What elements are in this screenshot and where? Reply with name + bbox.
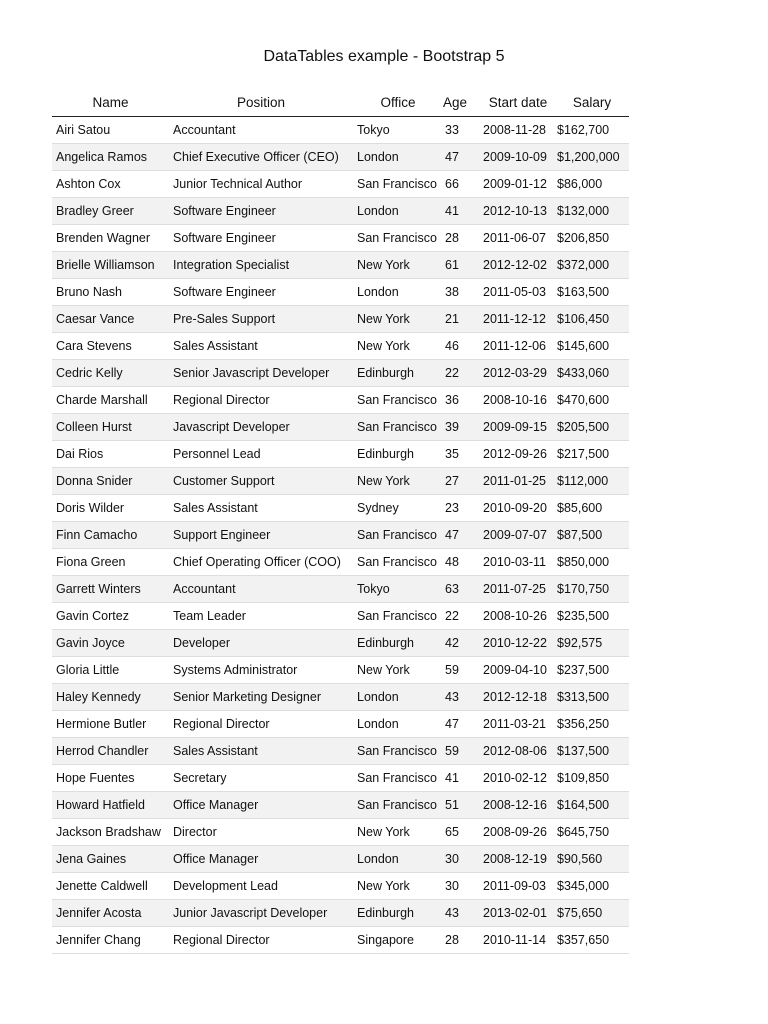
column-header-start-date[interactable]: Start date xyxy=(481,88,555,117)
cell-start-date: 2011-06-07 xyxy=(481,225,555,252)
cell-name: Angelica Ramos xyxy=(52,144,169,171)
cell-position: Accountant xyxy=(169,117,353,144)
cell-office: San Francisco xyxy=(353,522,443,549)
cell-salary: $106,450 xyxy=(555,306,629,333)
cell-start-date: 2012-08-06 xyxy=(481,738,555,765)
cell-salary: $92,575 xyxy=(555,630,629,657)
cell-position: Junior Technical Author xyxy=(169,171,353,198)
cell-start-date: 2011-12-06 xyxy=(481,333,555,360)
cell-age: 38 xyxy=(443,279,481,306)
cell-name: Jennifer Acosta xyxy=(52,900,169,927)
cell-office: San Francisco xyxy=(353,387,443,414)
cell-salary: $356,250 xyxy=(555,711,629,738)
cell-office: Edinburgh xyxy=(353,360,443,387)
cell-age: 36 xyxy=(443,387,481,414)
cell-age: 41 xyxy=(443,765,481,792)
cell-office: San Francisco xyxy=(353,765,443,792)
cell-salary: $372,000 xyxy=(555,252,629,279)
cell-name: Gavin Joyce xyxy=(52,630,169,657)
cell-office: New York xyxy=(353,819,443,846)
cell-age: 51 xyxy=(443,792,481,819)
cell-position: Sales Assistant xyxy=(169,333,353,360)
cell-age: 39 xyxy=(443,414,481,441)
table-row xyxy=(52,414,629,441)
cell-name: Brielle Williamson xyxy=(52,252,169,279)
cell-start-date: 2009-04-10 xyxy=(481,657,555,684)
cell-name: Colleen Hurst xyxy=(52,414,169,441)
table-row xyxy=(52,225,629,252)
table-row xyxy=(52,603,629,630)
cell-salary: $163,500 xyxy=(555,279,629,306)
cell-name: Garrett Winters xyxy=(52,576,169,603)
cell-age: 43 xyxy=(443,684,481,711)
cell-age: 41 xyxy=(443,198,481,225)
cell-position: Software Engineer xyxy=(169,279,353,306)
cell-start-date: 2009-01-12 xyxy=(481,171,555,198)
cell-salary: $206,850 xyxy=(555,225,629,252)
cell-start-date: 2012-09-26 xyxy=(481,441,555,468)
cell-office: San Francisco xyxy=(353,792,443,819)
cell-start-date: 2009-09-15 xyxy=(481,414,555,441)
cell-position: Secretary xyxy=(169,765,353,792)
cell-salary: $645,750 xyxy=(555,819,629,846)
cell-name: Caesar Vance xyxy=(52,306,169,333)
table-row xyxy=(52,765,629,792)
cell-name: Jena Gaines xyxy=(52,846,169,873)
cell-position: Office Manager xyxy=(169,846,353,873)
cell-start-date: 2011-03-21 xyxy=(481,711,555,738)
cell-office: New York xyxy=(353,657,443,684)
cell-name: Haley Kennedy xyxy=(52,684,169,711)
employee-table xyxy=(52,88,629,954)
cell-office: New York xyxy=(353,873,443,900)
cell-age: 65 xyxy=(443,819,481,846)
cell-age: 30 xyxy=(443,846,481,873)
cell-salary: $850,000 xyxy=(555,549,629,576)
cell-salary: $87,500 xyxy=(555,522,629,549)
cell-start-date: 2011-09-03 xyxy=(481,873,555,900)
cell-name: Bradley Greer xyxy=(52,198,169,225)
cell-position: Accountant xyxy=(169,576,353,603)
cell-age: 42 xyxy=(443,630,481,657)
table-row xyxy=(52,522,629,549)
cell-salary: $109,850 xyxy=(555,765,629,792)
cell-salary: $85,600 xyxy=(555,495,629,522)
table-row xyxy=(52,198,629,225)
cell-start-date: 2011-01-25 xyxy=(481,468,555,495)
cell-salary: $137,500 xyxy=(555,738,629,765)
cell-office: London xyxy=(353,144,443,171)
cell-position: Office Manager xyxy=(169,792,353,819)
cell-start-date: 2008-10-26 xyxy=(481,603,555,630)
cell-salary: $90,560 xyxy=(555,846,629,873)
cell-office: Tokyo xyxy=(353,117,443,144)
cell-office: New York xyxy=(353,333,443,360)
cell-name: Cedric Kelly xyxy=(52,360,169,387)
cell-name: Doris Wilder xyxy=(52,495,169,522)
cell-name: Herrod Chandler xyxy=(52,738,169,765)
cell-name: Ashton Cox xyxy=(52,171,169,198)
cell-start-date: 2009-10-09 xyxy=(481,144,555,171)
cell-position: Systems Administrator xyxy=(169,657,353,684)
cell-name: Jenette Caldwell xyxy=(52,873,169,900)
cell-position: Developer xyxy=(169,630,353,657)
cell-office: London xyxy=(353,279,443,306)
cell-position: Junior Javascript Developer xyxy=(169,900,353,927)
column-header-age[interactable]: Age xyxy=(443,88,481,117)
table-row xyxy=(52,279,629,306)
cell-position: Chief Operating Officer (COO) xyxy=(169,549,353,576)
cell-salary: $1,200,000 xyxy=(555,144,629,171)
cell-office: New York xyxy=(353,306,443,333)
cell-position: Customer Support xyxy=(169,468,353,495)
cell-name: Fiona Green xyxy=(52,549,169,576)
cell-name: Dai Rios xyxy=(52,441,169,468)
cell-office: San Francisco xyxy=(353,225,443,252)
table-row xyxy=(52,711,629,738)
table-row xyxy=(52,117,629,144)
cell-position: Personnel Lead xyxy=(169,441,353,468)
cell-age: 47 xyxy=(443,144,481,171)
cell-start-date: 2011-12-12 xyxy=(481,306,555,333)
cell-position: Pre-Sales Support xyxy=(169,306,353,333)
table-row xyxy=(52,387,629,414)
cell-age: 22 xyxy=(443,360,481,387)
table-header xyxy=(52,88,629,117)
cell-age: 43 xyxy=(443,900,481,927)
cell-position: Regional Director xyxy=(169,927,353,954)
cell-start-date: 2012-03-29 xyxy=(481,360,555,387)
cell-office: Edinburgh xyxy=(353,900,443,927)
table-row xyxy=(52,684,629,711)
cell-age: 30 xyxy=(443,873,481,900)
table-row xyxy=(52,333,629,360)
cell-office: New York xyxy=(353,468,443,495)
cell-age: 47 xyxy=(443,522,481,549)
cell-age: 35 xyxy=(443,441,481,468)
column-header-salary[interactable]: Salary xyxy=(555,88,629,117)
table-row xyxy=(52,846,629,873)
cell-age: 66 xyxy=(443,171,481,198)
cell-office: Sydney xyxy=(353,495,443,522)
cell-position: Director xyxy=(169,819,353,846)
cell-start-date: 2013-02-01 xyxy=(481,900,555,927)
table-row xyxy=(52,576,629,603)
table-row xyxy=(52,657,629,684)
cell-salary: $357,650 xyxy=(555,927,629,954)
cell-name: Airi Satou xyxy=(52,117,169,144)
cell-start-date: 2012-12-18 xyxy=(481,684,555,711)
table-row xyxy=(52,873,629,900)
table-row xyxy=(52,495,629,522)
header-row xyxy=(52,88,629,117)
page-title: DataTables example - Bootstrap 5 xyxy=(263,48,505,65)
cell-office: Tokyo xyxy=(353,576,443,603)
cell-position: Sales Assistant xyxy=(169,738,353,765)
table-row xyxy=(52,306,629,333)
cell-age: 63 xyxy=(443,576,481,603)
cell-age: 28 xyxy=(443,225,481,252)
cell-position: Sales Assistant xyxy=(169,495,353,522)
table-row xyxy=(52,549,629,576)
table-row xyxy=(52,171,629,198)
cell-salary: $75,650 xyxy=(555,900,629,927)
cell-age: 22 xyxy=(443,603,481,630)
cell-position: Senior Marketing Designer xyxy=(169,684,353,711)
cell-office: London xyxy=(353,684,443,711)
cell-name: Howard Hatfield xyxy=(52,792,169,819)
cell-position: Regional Director xyxy=(169,387,353,414)
cell-age: 47 xyxy=(443,711,481,738)
cell-position: Support Engineer xyxy=(169,522,353,549)
cell-salary: $164,500 xyxy=(555,792,629,819)
cell-salary: $345,000 xyxy=(555,873,629,900)
column-header-position[interactable]: Position xyxy=(169,88,353,117)
cell-salary: $86,000 xyxy=(555,171,629,198)
cell-office: San Francisco xyxy=(353,171,443,198)
cell-position: Chief Executive Officer (CEO) xyxy=(169,144,353,171)
cell-start-date: 2011-05-03 xyxy=(481,279,555,306)
cell-age: 33 xyxy=(443,117,481,144)
cell-office: London xyxy=(353,198,443,225)
table-row xyxy=(52,792,629,819)
cell-salary: $237,500 xyxy=(555,657,629,684)
cell-salary: $112,000 xyxy=(555,468,629,495)
cell-office: San Francisco xyxy=(353,549,443,576)
cell-start-date: 2008-12-16 xyxy=(481,792,555,819)
cell-age: 28 xyxy=(443,927,481,954)
cell-salary: $205,500 xyxy=(555,414,629,441)
cell-start-date: 2010-12-22 xyxy=(481,630,555,657)
cell-position: Development Lead xyxy=(169,873,353,900)
table-row xyxy=(52,630,629,657)
cell-start-date: 2008-12-19 xyxy=(481,846,555,873)
cell-start-date: 2010-02-12 xyxy=(481,765,555,792)
cell-salary: $235,500 xyxy=(555,603,629,630)
cell-office: Edinburgh xyxy=(353,630,443,657)
cell-name: Finn Camacho xyxy=(52,522,169,549)
table-row xyxy=(52,738,629,765)
cell-salary: $433,060 xyxy=(555,360,629,387)
cell-start-date: 2010-11-14 xyxy=(481,927,555,954)
cell-salary: $162,700 xyxy=(555,117,629,144)
column-header-name[interactable]: Name xyxy=(52,88,169,117)
cell-position: Integration Specialist xyxy=(169,252,353,279)
cell-office: London xyxy=(353,846,443,873)
cell-name: Bruno Nash xyxy=(52,279,169,306)
cell-start-date: 2009-07-07 xyxy=(481,522,555,549)
cell-age: 27 xyxy=(443,468,481,495)
cell-age: 21 xyxy=(443,306,481,333)
cell-name: Cara Stevens xyxy=(52,333,169,360)
column-header-office[interactable]: Office xyxy=(353,88,443,117)
cell-salary: $170,750 xyxy=(555,576,629,603)
cell-start-date: 2008-10-16 xyxy=(481,387,555,414)
cell-name: Hope Fuentes xyxy=(52,765,169,792)
cell-salary: $132,000 xyxy=(555,198,629,225)
cell-office: London xyxy=(353,711,443,738)
table-row xyxy=(52,360,629,387)
cell-start-date: 2011-07-25 xyxy=(481,576,555,603)
cell-start-date: 2010-09-20 xyxy=(481,495,555,522)
cell-office: San Francisco xyxy=(353,414,443,441)
cell-position: Software Engineer xyxy=(169,225,353,252)
cell-start-date: 2008-11-28 xyxy=(481,117,555,144)
cell-start-date: 2012-10-13 xyxy=(481,198,555,225)
cell-name: Gloria Little xyxy=(52,657,169,684)
cell-name: Gavin Cortez xyxy=(52,603,169,630)
cell-salary: $470,600 xyxy=(555,387,629,414)
cell-salary: $217,500 xyxy=(555,441,629,468)
cell-start-date: 2010-03-11 xyxy=(481,549,555,576)
cell-name: Hermione Butler xyxy=(52,711,169,738)
cell-office: San Francisco xyxy=(353,603,443,630)
cell-salary: $313,500 xyxy=(555,684,629,711)
cell-position: Javascript Developer xyxy=(169,414,353,441)
cell-age: 46 xyxy=(443,333,481,360)
cell-name: Donna Snider xyxy=(52,468,169,495)
table-row xyxy=(52,900,629,927)
cell-office: Singapore xyxy=(353,927,443,954)
cell-salary: $145,600 xyxy=(555,333,629,360)
cell-position: Regional Director xyxy=(169,711,353,738)
cell-age: 23 xyxy=(443,495,481,522)
cell-name: Brenden Wagner xyxy=(52,225,169,252)
cell-office: San Francisco xyxy=(353,738,443,765)
cell-age: 59 xyxy=(443,738,481,765)
table-row xyxy=(52,441,629,468)
cell-start-date: 2012-12-02 xyxy=(481,252,555,279)
cell-position: Software Engineer xyxy=(169,198,353,225)
cell-office: New York xyxy=(353,252,443,279)
cell-name: Jennifer Chang xyxy=(52,927,169,954)
cell-age: 59 xyxy=(443,657,481,684)
table-row xyxy=(52,819,629,846)
cell-name: Charde Marshall xyxy=(52,387,169,414)
table-row xyxy=(52,927,629,954)
table-body xyxy=(52,117,629,954)
cell-office: Edinburgh xyxy=(353,441,443,468)
cell-name: Jackson Bradshaw xyxy=(52,819,169,846)
table-row xyxy=(52,468,629,495)
cell-age: 61 xyxy=(443,252,481,279)
table-row xyxy=(52,144,629,171)
cell-position: Team Leader xyxy=(169,603,353,630)
cell-position: Senior Javascript Developer xyxy=(169,360,353,387)
table-row xyxy=(52,252,629,279)
cell-start-date: 2008-09-26 xyxy=(481,819,555,846)
cell-age: 48 xyxy=(443,549,481,576)
